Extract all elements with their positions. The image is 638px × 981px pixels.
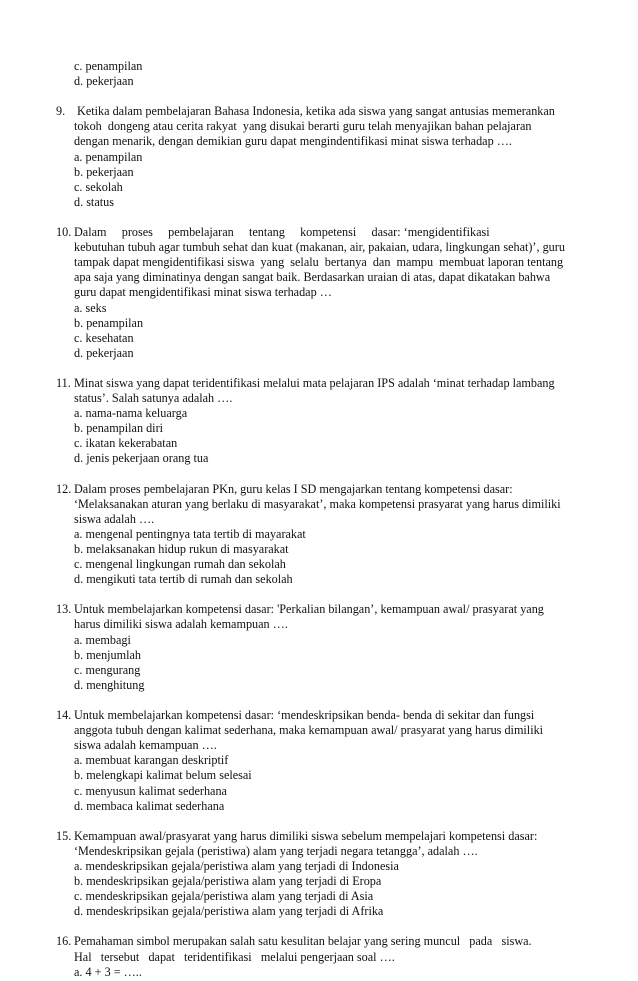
question-text: anggota tubuh dengan kalimat sederhana, maka kemampuan awal/ prasyarat yang harus dimiliki <box>74 723 544 738</box>
option: b. mendeskripsikan gejala/peristiwa alam yang terjadi di Eropa <box>74 874 382 889</box>
question-text: Ketika dalam pembelajaran Bahasa Indonesia, ketika ada siswa yang sangat antusias memerankan <box>74 104 555 119</box>
question-16 <box>56 934 598 979</box>
option: a. mengenal pentingnya tata tertib di mayarakat <box>74 526 306 541</box>
question-10 <box>56 225 598 361</box>
option: a. membagi <box>74 632 131 647</box>
option: d. mengikuti tata tertib di rumah dan sekolah <box>74 572 293 587</box>
option: a. penampilan <box>74 149 143 164</box>
question-text: tampak dapat mengidentifikasi siswa yang selalu bertanya dan mampu membuat laporan tentang <box>74 255 564 270</box>
question-text: Hal tersebut dapat teridentifikasi melalui pengerjaan soal …. <box>74 949 395 964</box>
question-12 <box>56 482 598 588</box>
question-text: Dalam proses pembelajaran PKn, guru kelas I SD mengajarkan tentang kompetensi dasar: <box>74 481 513 496</box>
question-text: status’. Salah satunya adalah …. <box>74 391 233 406</box>
question-number: 16. <box>56 934 72 949</box>
question-text: Minat siswa yang dapat teridentifikasi melalui mata pelajaran IPS adalah ‘minat terhadap lambang <box>74 375 555 390</box>
option: a. membuat karangan deskriptif <box>74 753 229 768</box>
carryover-options <box>56 59 598 89</box>
question-14 <box>56 708 598 814</box>
question-text: Kemampuan awal/prasyarat yang harus dimiliki siswa sebelum mempelajari kompetensi dasar: <box>74 828 538 843</box>
option: b. penampilan <box>74 315 144 330</box>
question-11 <box>56 376 598 467</box>
option: c. mengurang <box>74 662 141 677</box>
option: a. 4 + 3 = ….. <box>74 964 142 979</box>
option: c. mengenal lingkungan rumah dan sekolah <box>74 557 286 572</box>
option: d. jenis pekerjaan orang tua <box>74 451 209 466</box>
option: c. ikatan kekerabatan <box>74 436 178 451</box>
option: b. menjumlah <box>74 647 142 662</box>
question-number: 14. <box>56 708 72 723</box>
question-number: 11. <box>56 375 71 390</box>
question-text: Pemahaman simbol merupakan salah satu kesulitan belajar yang sering muncul pada siswa. <box>74 934 532 949</box>
question-text: Dalam proses pembelajaran tentang kompetensi dasar: ‘mengidentifikasi <box>74 225 490 240</box>
question-text: kebutuhan tubuh agar tumbuh sehat dan kuat (makanan, air, pakaian, udara, lingkungan sehat)’, guru <box>74 240 565 255</box>
question-9 <box>56 104 598 210</box>
option: d. status <box>74 194 114 209</box>
question-text: ‘Mendeskripsikan gejala (peristiwa) alam yang terjadi negara tetangga’, adalah …. <box>74 843 478 858</box>
question-number: 12. <box>56 481 72 496</box>
option: d. mendeskripsikan gejala/peristiwa alam yang terjadi di Afrika <box>74 904 384 919</box>
question-number: 10. <box>56 225 72 240</box>
question-number: 15. <box>56 828 72 843</box>
question-text: siswa adalah kemampuan …. <box>74 738 217 753</box>
question-text: Untuk membelajarkan kompetensi dasar: 'Perkalian bilangan’, kemampuan awal/ prasyarat yang <box>74 602 544 617</box>
question-text: siswa adalah …. <box>74 511 155 526</box>
option: b. penampilan diri <box>74 421 164 436</box>
option: d. membaca kalimat sederhana <box>74 798 225 813</box>
option: a. seks <box>74 300 107 315</box>
question-text: harus dimiliki siswa adalah kemampuan …. <box>74 617 288 632</box>
option: d. menghitung <box>74 677 145 692</box>
question-text: tokoh dongeng atau cerita rakyat yang disukai berarti guru telah menyajikan bahan pelajaran <box>74 119 532 134</box>
option: c. menyusun kalimat sederhana <box>74 783 227 798</box>
question-number: 13. <box>56 602 72 617</box>
question-13 <box>56 602 598 693</box>
option: b. pekerjaan <box>74 164 134 179</box>
question-text: guru dapat mengidentifikasi minat siswa terhadap … <box>74 285 332 300</box>
option: c. mendeskripsikan gejala/peristiwa alam yang terjadi di Asia <box>74 889 374 904</box>
option: b. melengkapi kalimat belum selesai <box>74 768 252 783</box>
option: d. pekerjaan <box>74 345 134 360</box>
question-15 <box>56 829 598 920</box>
option: c. penampilan <box>74 59 143 73</box>
option: a. mendeskripsikan gejala/peristiwa alam yang terjadi di Indonesia <box>74 858 399 873</box>
option: a. nama-nama keluarga <box>74 406 188 421</box>
option: b. melaksanakan hidup rukun di masyarakat <box>74 542 289 556</box>
question-text: Untuk membelajarkan kompetensi dasar: ‘mendeskripsikan benda- benda di sekitar dan fungsi <box>74 708 535 723</box>
option: d. pekerjaan <box>74 74 134 89</box>
option: c. sekolah <box>74 179 123 194</box>
question-text: ‘Melaksanakan aturan yang berlaku di masyarakat’, maka kompetensi prasyarat yang harus dimiliki <box>74 496 561 511</box>
question-text: apa saja yang diminatinya dengan sangat baik. Berdasarkan uraian di atas, dapat dikatakan bahwa <box>74 270 551 285</box>
question-text: dengan menarik, dengan demikian guru dapat mengindentifikasi minat siswa terhadap …. <box>74 134 512 149</box>
option: c. kesehatan <box>74 330 134 345</box>
question-number: 9. <box>56 104 66 119</box>
